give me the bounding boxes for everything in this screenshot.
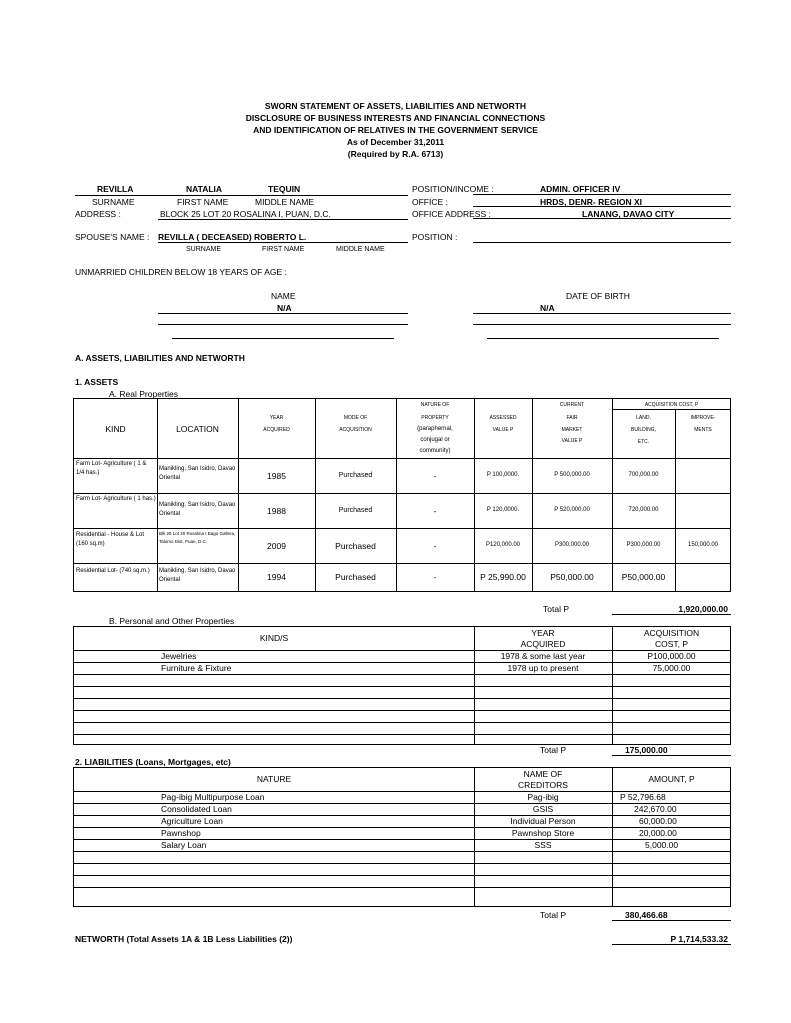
personal-total-label: Total P xyxy=(540,745,566,755)
liab-col-amount: AMOUNT, P xyxy=(648,774,695,784)
real-row-4-assessed: P 25,990.00 xyxy=(480,572,526,582)
personal-col-kind: KIND/S xyxy=(259,633,289,643)
spouse-position-label: POSITION : xyxy=(412,232,458,242)
real-row-2-year: 1988 xyxy=(267,506,286,516)
liab-row-1-amount: P 52,796.68 xyxy=(620,792,666,802)
col-mode: MODE OF xyxy=(343,415,368,421)
col-kind: KIND xyxy=(105,424,126,434)
children-name-header: NAME xyxy=(271,291,296,301)
real-row-1-assessed: P 100,0000. xyxy=(486,472,520,478)
liab-row-1-creditor: Pag-ibig xyxy=(527,792,559,802)
liab-row-2-nature: Consolidated Loan xyxy=(161,804,232,814)
address-value: BLOCK 25 LOT 20 ROSALINA I, PUAN, D.C. xyxy=(160,209,331,219)
real-row-3-assessed: P120,000.00 xyxy=(485,542,521,548)
real-row-3-land: P300,000.00 xyxy=(626,542,661,548)
real-total-value: 1,920,000.00 xyxy=(678,604,728,614)
personal-table: KIND/S YEAR ACQUIRED ACQUISITION COST, P Jewelries 1978 & some last year P100,000.00 Furniture & Fixture 1978 up to present 75,000.00 xyxy=(73,626,731,745)
liab-row-2-creditor: GSIS xyxy=(532,804,554,814)
real-row-3-kind: Residential - House & Lot (160 sq.m) xyxy=(76,532,145,547)
liab-row-1-nature: Pag-ibig Multipurpose Loan xyxy=(161,792,265,802)
liab-row-5-creditor: SSS xyxy=(534,840,552,850)
children-dob-value: N/A xyxy=(540,303,555,313)
real-row-2-current: P 520,000.00 xyxy=(554,507,590,513)
liab-total-value: 380,466.68 xyxy=(625,910,668,920)
real-row-3-nature: - xyxy=(433,541,437,551)
col-location: LOCATION xyxy=(176,424,219,434)
personal-row-2-kind: Furniture & Fixture xyxy=(161,663,232,673)
real-row-3-year: 2009 xyxy=(267,541,286,551)
real-row-4-mode: Purchased xyxy=(335,572,376,582)
address-label: ADDRESS : xyxy=(75,209,121,219)
real-properties-table: KIND LOCATION YEAR ACQUIRED MODE OF ACQUISITION NATURE OF PROPERTY (paraphernal, conjugal or community) ASSESSED VALUE P CURRENT FAIR MARKET VALUE P ACQUISITION COST, P LAND, BUILDING, ETC. IMPROVE- MENTS Farm Lot- Agriculture ( 1 & 1/4 has.) Manikling, San Isidro, Davao Oriental 1985 Purchased - P 100,0000. P 500,000.00 700,000.00 Farm Lot- Agriculture ( 1 has.) Manikling, San Isidro, Davao Oriental 1988 Purchased - P 120,0000. P 520,000.00 720,000.00 Residential - House & Lot (160 sq.m) Blk 25 Lot 20 Rosalina I Bago Gallera, Talomo Dist. Puan, D.C. 2009 Purchased - P120,000.00 P300,000.00 P300,000.00 150,000.00 Residential Lot- (740 sq.m.) Manikling, San Isidro, Davao Oriental 1994 Purchased - P 25,990.00 P50,000.00 P50,000.00 xyxy=(73,398,731,592)
personal-row-1-year: 1978 & some last year xyxy=(500,651,586,661)
real-properties-title: A. Real Properties xyxy=(109,389,178,399)
networth-label: NETWORTH (Total Assets 1A & 1B Less Liabilities (2)) xyxy=(75,934,293,944)
position-value: ADMIN. OFFICER IV xyxy=(540,184,621,194)
real-row-1-mode: Purchased xyxy=(338,472,373,479)
position-label: POSITION/INCOME : xyxy=(412,184,494,194)
liabilities-table: NATURE NAME OF CREDITORS AMOUNT, P Pag-ibig Multipurpose Loan Pag-ibig P 52,796.68 Consolidated Loan GSIS 242,670.00 Agriculture Loan Individual Person 60,000.00 Pawnshop Pawnshop Store 20,000.00 Salary Loan SSS 5,000.00 xyxy=(73,767,731,907)
liab-row-4-amount: 20,000.00 xyxy=(639,828,677,838)
personal-col-cost: ACQUISITION xyxy=(643,628,700,638)
office-label: OFFICE : xyxy=(412,197,448,207)
liab-row-2-amount: 242,670.00 xyxy=(634,804,677,814)
title-line-3: AND IDENTIFICATION OF RELATIVES IN THE GOVERNMENT SERVICE xyxy=(253,125,538,135)
liab-col-nature: NATURE xyxy=(256,774,292,784)
real-row-2-location: Manikling, San Isidro, Davao Oriental xyxy=(159,502,236,517)
section-a-title: A. ASSETS, LIABILITIES AND NETWORTH xyxy=(75,353,245,363)
real-row-1-kind: Farm Lot- Agriculture ( 1 & 1/4 has.) xyxy=(76,461,147,476)
liab-row-4-creditor: Pawnshop Store xyxy=(511,828,575,838)
real-row-4-nature: - xyxy=(433,572,437,582)
personal-col-year: YEAR xyxy=(531,628,555,638)
col-nature: NATURE OF xyxy=(420,402,450,408)
office-value: HRDS, DENR- REGION XI xyxy=(540,197,643,207)
real-row-1-land: 700,000.00 xyxy=(628,472,659,478)
title-line-1: SWORN STATEMENT OF ASSETS, LIABILITIES AND NETWORTH xyxy=(264,101,527,111)
real-row-4-current: P50,000.00 xyxy=(550,572,594,582)
liab-row-3-amount: 60,000.00 xyxy=(639,816,677,826)
liab-row-5-amount: 5,000.00 xyxy=(645,840,679,850)
col-land: LAND, xyxy=(636,415,651,421)
liab-row-4-nature: Pawnshop xyxy=(161,828,201,838)
office-address-value: LANANG, DAVAO CITY xyxy=(582,209,675,219)
as-of-date: As of December 31,2011 xyxy=(346,137,445,147)
real-row-4-land: P50,000.00 xyxy=(621,572,666,582)
liab-row-3-creditor: Individual Person xyxy=(510,816,576,826)
liab-col-creditor: NAME OF xyxy=(523,769,563,779)
assets-title: 1. ASSETS xyxy=(75,377,119,387)
middle-name-label: MIDDLE NAME xyxy=(255,197,315,207)
personal-title: B. Personal and Other Properties xyxy=(109,616,235,626)
declarant-middle-name: TEQUIN xyxy=(268,184,301,194)
real-row-1-year: 1985 xyxy=(267,471,286,481)
real-row-4-year: 1994 xyxy=(267,572,286,582)
liab-row-3-nature: Agriculture Loan xyxy=(161,816,223,826)
real-row-2-assessed: P 120,0000. xyxy=(486,507,520,513)
spouse-label: SPOUSE'S NAME : xyxy=(75,232,150,242)
col-current: CURRENT xyxy=(559,402,585,408)
liabilities-title: 2. LIABILITIES (Loans, Mortgages, etc) xyxy=(75,757,231,767)
networth-value: P 1,714,533.32 xyxy=(670,934,728,944)
col-year: YEAR xyxy=(269,415,284,421)
real-row-2-mode: Purchased xyxy=(338,507,373,514)
first-name-label: FIRST NAME xyxy=(177,197,229,207)
personal-total-value: 175,000.00 xyxy=(625,745,668,755)
real-row-3-current: P300,000.00 xyxy=(554,542,590,548)
real-row-2-kind: Farm Lot- Agriculture ( 1 has.) xyxy=(76,496,156,502)
spouse-first-name-label: FIRST NAME xyxy=(262,246,305,253)
real-row-2-nature: - xyxy=(433,506,437,516)
title-line-2: DISCLOSURE OF BUSINESS INTERESTS AND FINANCIAL CONNECTIONS xyxy=(245,113,546,123)
real-total-label: Total P xyxy=(543,604,569,614)
spouse-surname-label: SURNAME xyxy=(186,246,222,253)
real-row-3-mode: Purchased xyxy=(335,541,376,551)
personal-row-1-kind: Jewelries xyxy=(161,651,197,661)
children-label: UNMARRIED CHILDREN BELOW 18 YEARS OF AGE : xyxy=(75,267,287,277)
personal-row-2-year: 1978 up to present xyxy=(507,663,579,673)
real-row-3-improve: 150,000.00 xyxy=(687,542,719,548)
surname-label: SURNAME xyxy=(92,197,135,207)
real-row-4-location: Manikling, San Isidro, Davao Oriental xyxy=(159,568,236,583)
personal-row-1-cost: P100,000.00 xyxy=(647,651,696,661)
children-dob-header: DATE OF BIRTH xyxy=(566,291,630,301)
spouse-name: REVILLA ( DECEASED) ROBERTO L. xyxy=(158,232,307,242)
real-row-1-current: P 500,000.00 xyxy=(554,472,590,478)
declarant-surname: REVILLA xyxy=(97,184,134,194)
spouse-middle-name-label: MIDDLE NAME xyxy=(336,246,385,253)
real-row-3-location: Blk 25 Lot 20 Rosalina I Bago Gallera, Talomo Dist. Puan, D.C. xyxy=(159,531,236,544)
col-acq-cost: ACQUISITION COST, P xyxy=(644,402,699,408)
real-row-4-kind: Residential Lot- (740 sq.m.) xyxy=(76,568,150,574)
required-by: (Required by R.A. 6713) xyxy=(347,149,444,159)
col-improvements: IMPROVE- xyxy=(690,415,716,421)
office-address-label: OFFICE ADDRESS : xyxy=(412,209,491,219)
col-assessed: ASSESSED xyxy=(489,415,517,421)
real-row-1-nature: - xyxy=(433,471,437,481)
children-name-value: N/A xyxy=(277,303,292,313)
liab-row-5-nature: Salary Loan xyxy=(161,840,207,850)
real-row-2-land: 720,000.00 xyxy=(628,507,659,513)
real-row-1-location: Manikling, San Isidro, Davao Oriental xyxy=(159,466,236,481)
declarant-first-name: NATALIA xyxy=(186,184,223,194)
liab-total-label: Total P xyxy=(540,910,566,920)
personal-row-2-cost: 75,000.00 xyxy=(652,663,691,673)
